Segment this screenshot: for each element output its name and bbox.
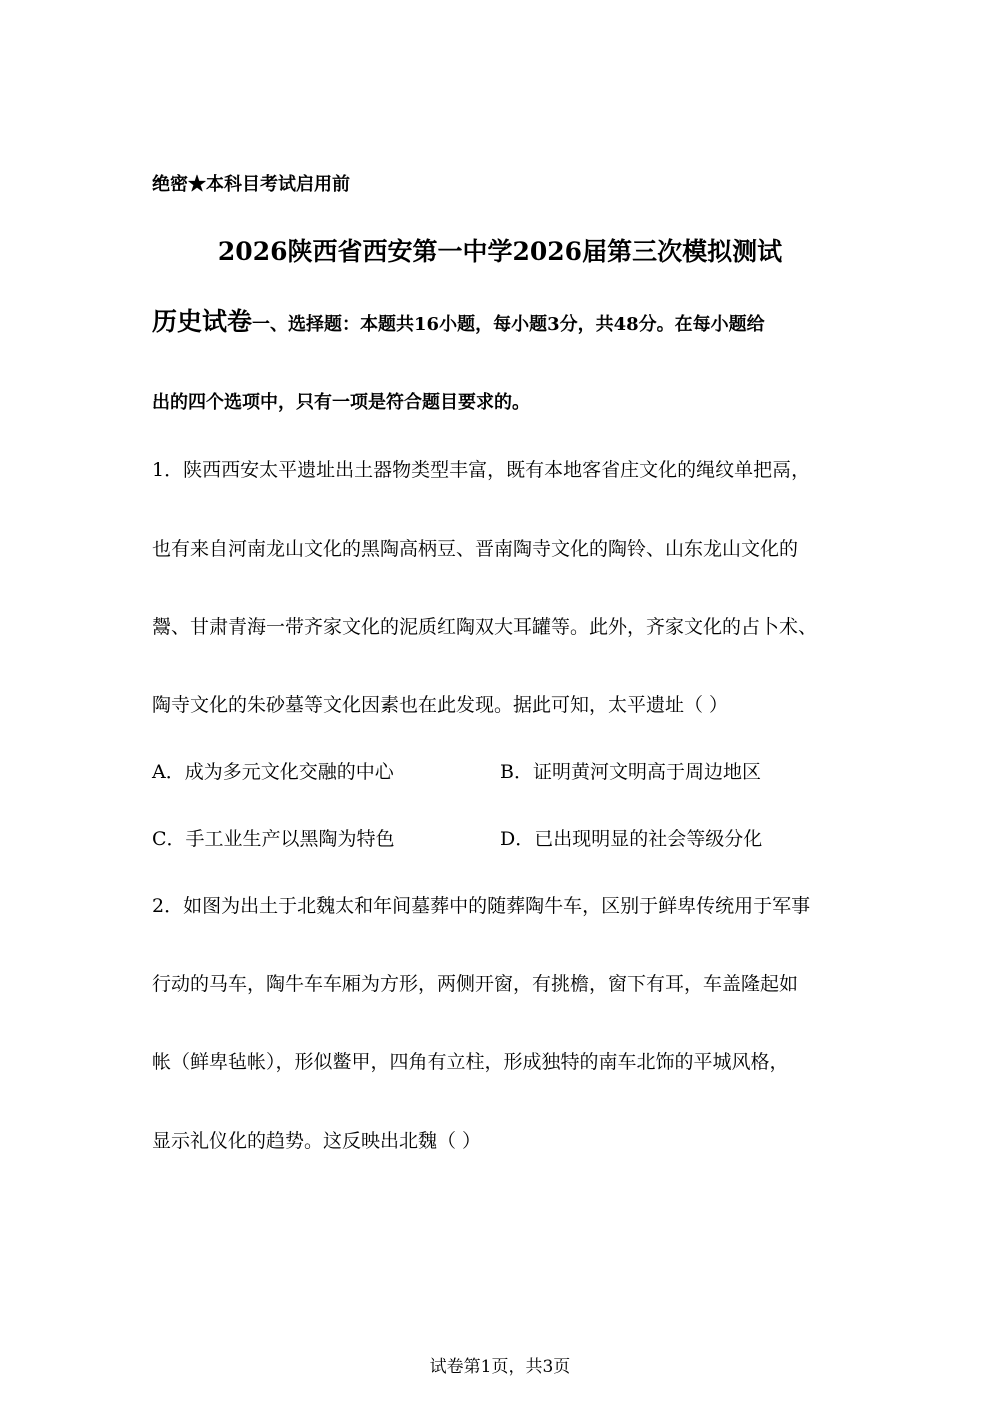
question-1-stem-line-3: 鬶、甘肃青海一带齐家文化的泥质红陶双大耳罐等。此外，齐家文化的占卜术、 <box>152 616 818 638</box>
exam-title: 2026陕西省西安第一中学2026届第三次模拟测试 <box>217 237 783 266</box>
subject-row <box>152 307 765 337</box>
question-2-stem-line-3: 帐（鲜卑毡帐），形似鳖甲，四角有立柱，形成独特的南车北饰的平城风格， <box>152 1051 789 1073</box>
question-2-stem-line-4: 显示礼仪化的趋势。这反映出北魏（ ） <box>152 1130 482 1152</box>
question-1-stem-line-1: 1．陕西西安太平遗址出土器物类型丰富，既有本地客省庄文化的绳纹单把鬲， <box>152 459 811 481</box>
question-2-stem-line-2: 行动的马车，陶牛车车厢为方形，两侧开窗，有挑檐，窗下有耳，车盖隆起如 <box>152 973 799 995</box>
question-1-stem-line-4: 陶寺文化的朱砂墓等文化因素也在此发现。据此可知，太平遗址（ ） <box>152 694 729 716</box>
question-1-stem-line-2: 也有来自河南龙山文化的黑陶高柄豆、晋南陶寺文化的陶铃、山东龙山文化的 <box>152 538 799 560</box>
subject-label: 历史试卷 <box>152 307 253 336</box>
secret-label: 绝密★本科目考试启用前 <box>152 174 350 195</box>
section-heading-line1: 一、选择题：本题共16小题，每小题3分，共48分。在每小题给 <box>252 314 765 335</box>
question-1-option-a[interactable]: A．成为多元文化交融的中心 <box>152 761 394 783</box>
question-1-option-d[interactable]: D．已出现明显的社会等级分化 <box>500 828 763 850</box>
question-2-stem-line-1: 2．如图为出土于北魏太和年间墓葬中的随葬陶牛车，区别于鲜卑传统用于军事 <box>152 895 811 917</box>
section-heading-line2: 出的四个选项中，只有一项是符合题目要求的。 <box>152 392 530 413</box>
page-footer: 试卷第1页，共3页 <box>429 1357 571 1377</box>
question-1-option-c[interactable]: C．手工业生产以黑陶为特色 <box>152 828 395 850</box>
question-1-option-b[interactable]: B．证明黄河文明高于周边地区 <box>500 761 761 783</box>
